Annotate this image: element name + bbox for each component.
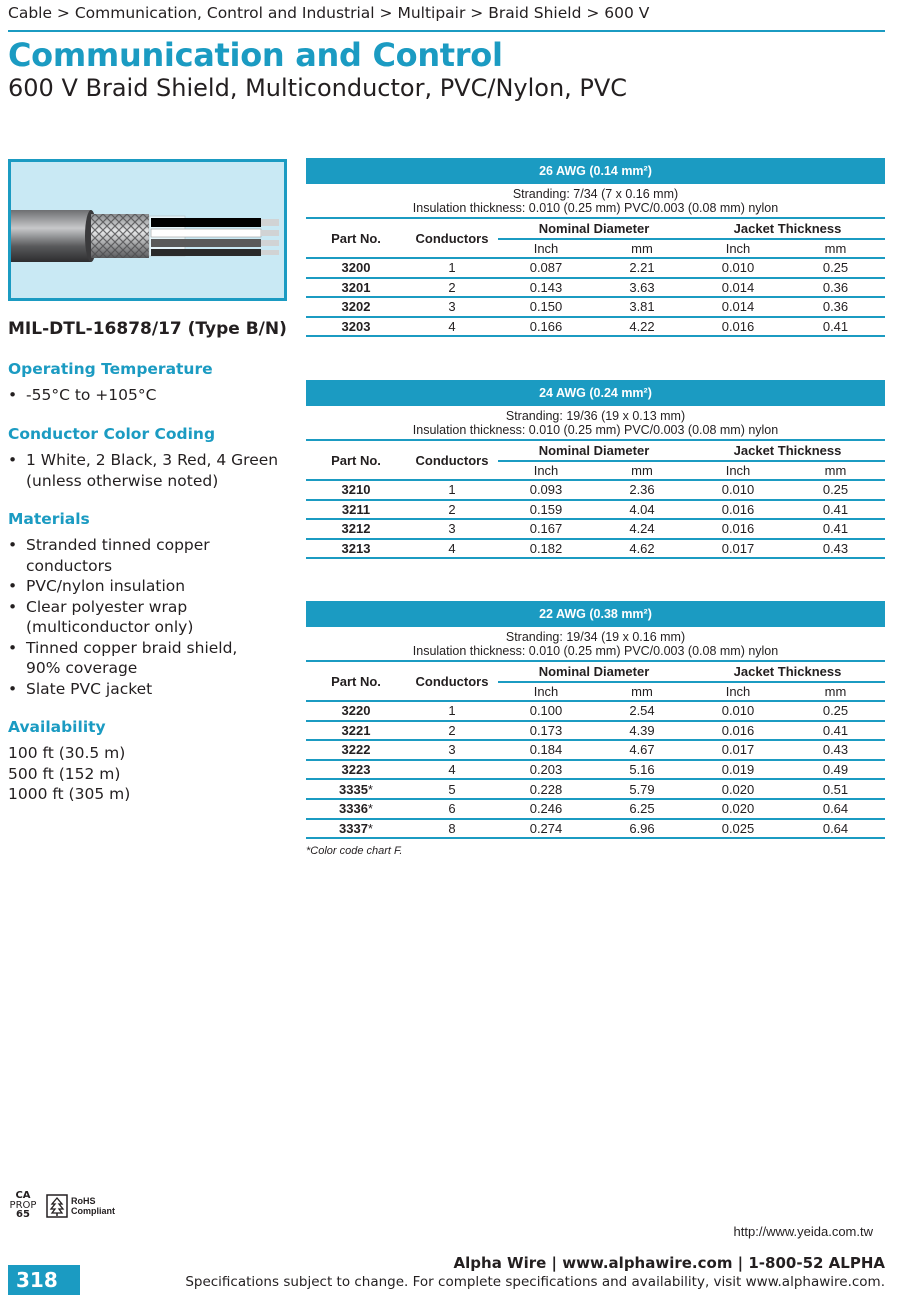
diameter-mm-cell: 3.81 xyxy=(594,297,690,317)
part-number-cell: 3211 xyxy=(306,500,406,520)
diameter-inch-cell: 0.159 xyxy=(498,500,594,520)
table-row xyxy=(306,799,885,819)
list-item: • PVC/nylon insulation xyxy=(8,576,237,597)
conductors-cell: 3 xyxy=(406,740,498,760)
diameter-mm-cell: 3.63 xyxy=(594,278,690,298)
stranding-text: Stranding: 19/36 (19 x 0.13 mm) xyxy=(505,409,686,423)
jacket-mm-cell: 0.49 xyxy=(786,760,885,780)
awg-table-notes xyxy=(306,184,885,217)
col-dia-inch: Inch xyxy=(533,241,559,256)
jacket-inch-cell: 0.010 xyxy=(690,480,786,500)
col-jacket-thickness: Jacket Thickness xyxy=(690,440,885,461)
jacket-inch-cell: 0.010 xyxy=(690,701,786,721)
table-row xyxy=(306,317,885,337)
jacket-mm-cell: 0.25 xyxy=(786,701,885,721)
list-item: • Stranded tinned copper conductors xyxy=(8,535,237,576)
spec-table xyxy=(306,660,885,839)
diameter-inch-cell: 0.166 xyxy=(498,317,594,337)
jacket-mm-cell: 0.43 xyxy=(786,539,885,559)
conductors-cell: 2 xyxy=(406,500,498,520)
conductors-cell: 4 xyxy=(406,317,498,337)
jacket-inch-cell: 0.020 xyxy=(690,799,786,819)
conductors-cell: 6 xyxy=(406,799,498,819)
diameter-mm-cell: 2.54 xyxy=(594,701,690,721)
list-item: 1000 ft (305 m) xyxy=(8,785,131,803)
diameter-mm-cell: 6.96 xyxy=(594,819,690,839)
conductors-cell: 3 xyxy=(406,297,498,317)
col-jacket-thickness: Jacket Thickness xyxy=(690,661,885,682)
spec-table xyxy=(306,439,885,559)
awg-table-notes xyxy=(306,406,885,439)
page-title: Communication and Control xyxy=(8,36,503,74)
diameter-inch-cell: 0.143 xyxy=(498,278,594,298)
jacket-mm-cell: 0.43 xyxy=(786,740,885,760)
insulation-text: Insulation thickness: 0.010 (0.25 mm) PVC/0.003 (0.08 mm) nylon xyxy=(412,200,779,215)
jacket-mm-cell: 0.41 xyxy=(786,519,885,539)
col-nominal-diameter: Nominal Diameter xyxy=(498,218,690,239)
conductors-cell: 8 xyxy=(406,819,498,839)
conductors-cell: 3 xyxy=(406,519,498,539)
col-dia-inch: Inch xyxy=(533,463,559,478)
awg-table-block xyxy=(306,158,885,337)
conductors-cell: 4 xyxy=(406,539,498,559)
breadcrumb: Cable > Communication, Control and Industrial > Multipair > Braid Shield > 600 V xyxy=(8,4,650,22)
spec-table xyxy=(306,217,885,337)
color-coding-list xyxy=(8,450,278,491)
list-item: 100 ft (30.5 m) xyxy=(8,744,126,762)
list-item: • 1 White, 2 Black, 3 Red, 4 Green (unless otherwise noted) xyxy=(8,450,278,491)
col-nominal-diameter: Nominal Diameter xyxy=(498,661,690,682)
diameter-inch-cell: 0.274 xyxy=(498,819,594,839)
temperature-list xyxy=(8,385,156,406)
diameter-inch-cell: 0.184 xyxy=(498,740,594,760)
diameter-inch-cell: 0.093 xyxy=(498,480,594,500)
diameter-mm-cell: 6.25 xyxy=(594,799,690,819)
website-url[interactable]: http://www.yeida.com.tw xyxy=(733,1224,873,1239)
jacket-mm-cell: 0.41 xyxy=(786,317,885,337)
table-row xyxy=(306,740,885,760)
conductors-cell: 4 xyxy=(406,760,498,780)
table-row xyxy=(306,539,885,559)
diameter-inch-cell: 0.087 xyxy=(498,258,594,278)
jacket-mm-cell: 0.36 xyxy=(786,297,885,317)
part-number-cell: 3337* xyxy=(306,819,406,839)
jacket-mm-cell: 0.64 xyxy=(786,819,885,839)
part-number-cell: 3335* xyxy=(306,779,406,799)
diameter-mm-cell: 4.62 xyxy=(594,539,690,559)
part-number-cell: 3203 xyxy=(306,317,406,337)
jacket-inch-cell: 0.025 xyxy=(690,819,786,839)
availability-heading: Availability xyxy=(8,718,106,736)
col-dia-mm: mm xyxy=(631,684,653,699)
materials-heading: Materials xyxy=(8,510,90,528)
jacket-inch-cell: 0.016 xyxy=(690,500,786,520)
awg-table-block xyxy=(306,380,885,559)
jacket-mm-cell: 0.64 xyxy=(786,799,885,819)
jacket-inch-cell: 0.014 xyxy=(690,297,786,317)
table-row xyxy=(306,779,885,799)
col-conductors: Conductors xyxy=(406,440,498,480)
list-item: • -55°C to +105°C xyxy=(8,385,156,406)
rohs-tree-glyph xyxy=(46,1194,68,1218)
col-jkt-inch: Inch xyxy=(725,684,751,699)
col-dia-inch: Inch xyxy=(533,684,559,699)
col-jkt-mm: mm xyxy=(824,241,847,256)
part-number-cell: 3212 xyxy=(306,519,406,539)
col-conductors: Conductors xyxy=(406,218,498,258)
jacket-inch-cell: 0.017 xyxy=(690,539,786,559)
table-row xyxy=(306,480,885,500)
part-number-cell: 3221 xyxy=(306,721,406,741)
diameter-mm-cell: 2.36 xyxy=(594,480,690,500)
ca-prop-65-icon: CA PROP 65 xyxy=(9,1190,37,1220)
col-jkt-mm: mm xyxy=(824,463,847,478)
diameter-inch-cell: 0.100 xyxy=(498,701,594,721)
diameter-mm-cell: 4.67 xyxy=(594,740,690,760)
table-row xyxy=(306,760,885,780)
conductors-cell: 1 xyxy=(406,701,498,721)
part-number-cell: 3223 xyxy=(306,760,406,780)
col-jacket-thickness: Jacket Thickness xyxy=(690,218,885,239)
diameter-inch-cell: 0.150 xyxy=(498,297,594,317)
col-jkt-inch: Inch xyxy=(725,241,751,256)
diameter-inch-cell: 0.167 xyxy=(498,519,594,539)
cable-illustration xyxy=(11,162,284,298)
diameter-mm-cell: 4.24 xyxy=(594,519,690,539)
diameter-mm-cell: 5.16 xyxy=(594,760,690,780)
jacket-mm-cell: 0.41 xyxy=(786,500,885,520)
part-number-cell: 3222 xyxy=(306,740,406,760)
jacket-inch-cell: 0.016 xyxy=(690,317,786,337)
awg-table-title: 24 AWG (0.24 mm²) xyxy=(306,380,885,406)
table-row xyxy=(306,819,885,839)
footer-disclaimer: Specifications subject to change. For complete specifications and availability, visit www.alphawire.com. xyxy=(185,1274,885,1290)
rohs-tree-icon: RoHS Compliant xyxy=(46,1193,115,1219)
table-row xyxy=(306,297,885,317)
diameter-inch-cell: 0.246 xyxy=(498,799,594,819)
list-item: • Clear polyester wrap (multiconductor only) xyxy=(8,597,237,638)
conductors-cell: 2 xyxy=(406,721,498,741)
part-number-cell: 3210 xyxy=(306,480,406,500)
col-dia-mm: mm xyxy=(631,241,653,256)
diameter-inch-cell: 0.228 xyxy=(498,779,594,799)
list-item: • Tinned copper braid shield, 90% coverage xyxy=(8,638,237,679)
jacket-inch-cell: 0.016 xyxy=(690,721,786,741)
stranding-text: Stranding: 7/34 (7 x 0.16 mm) xyxy=(512,187,679,201)
col-nominal-diameter: Nominal Diameter xyxy=(498,440,690,461)
diameter-mm-cell: 4.04 xyxy=(594,500,690,520)
table-header-row xyxy=(306,661,885,682)
cable-image xyxy=(8,159,287,301)
awg-table-title: 22 AWG (0.38 mm²) xyxy=(306,601,885,627)
insulation-text: Insulation thickness: 0.010 (0.25 mm) PVC/0.003 (0.08 mm) nylon xyxy=(412,422,779,437)
spec-number: MIL-DTL-16878/17 (Type B/N) xyxy=(8,319,287,339)
page-subtitle: 600 V Braid Shield, Multiconductor, PVC/Nylon, PVC xyxy=(8,74,628,102)
table-row xyxy=(306,278,885,298)
diameter-mm-cell: 5.79 xyxy=(594,779,690,799)
table-row xyxy=(306,701,885,721)
col-dia-mm: mm xyxy=(631,463,653,478)
color-coding-heading: Conductor Color Coding xyxy=(8,425,216,443)
diameter-mm-cell: 2.21 xyxy=(594,258,690,278)
conductors-cell: 1 xyxy=(406,480,498,500)
conductors-cell: 2 xyxy=(406,278,498,298)
col-jkt-inch: Inch xyxy=(725,463,751,478)
part-number-cell: 3202 xyxy=(306,297,406,317)
jacket-mm-cell: 0.25 xyxy=(786,480,885,500)
jacket-mm-cell: 0.36 xyxy=(786,278,885,298)
conductors-cell: 5 xyxy=(406,779,498,799)
jacket-inch-cell: 0.016 xyxy=(690,519,786,539)
awg-table-block xyxy=(306,601,885,857)
table-row xyxy=(306,258,885,278)
availability-list xyxy=(8,743,130,805)
jacket-inch-cell: 0.020 xyxy=(690,779,786,799)
diameter-inch-cell: 0.173 xyxy=(498,721,594,741)
part-number-cell: 3201 xyxy=(306,278,406,298)
diameter-inch-cell: 0.182 xyxy=(498,539,594,559)
materials-list xyxy=(8,535,237,699)
footer-contact: Alpha Wire | www.alphawire.com | 1-800-52 ALPHA xyxy=(453,1254,885,1272)
jacket-mm-cell: 0.25 xyxy=(786,258,885,278)
col-part-no: Part No. xyxy=(306,218,406,258)
jacket-inch-cell: 0.014 xyxy=(690,278,786,298)
diameter-mm-cell: 4.22 xyxy=(594,317,690,337)
table-row xyxy=(306,500,885,520)
table-header-row xyxy=(306,440,885,461)
jacket-mm-cell: 0.51 xyxy=(786,779,885,799)
jacket-mm-cell: 0.41 xyxy=(786,721,885,741)
table-header-row xyxy=(306,218,885,239)
header-divider xyxy=(8,30,885,32)
jacket-inch-cell: 0.017 xyxy=(690,740,786,760)
temperature-heading: Operating Temperature xyxy=(8,360,213,378)
table-row xyxy=(306,721,885,741)
jacket-inch-cell: 0.010 xyxy=(690,258,786,278)
conductors-cell: 1 xyxy=(406,258,498,278)
table-footnote: *Color code chart F. xyxy=(306,845,403,858)
list-item: 500 ft (152 m) xyxy=(8,764,121,783)
stranding-text: Stranding: 19/34 (19 x 0.16 mm) xyxy=(505,630,686,644)
table-row xyxy=(306,519,885,539)
part-number-cell: 3213 xyxy=(306,539,406,559)
jacket-inch-cell: 0.019 xyxy=(690,760,786,780)
part-number-cell: 3336* xyxy=(306,799,406,819)
col-part-no: Part No. xyxy=(306,440,406,480)
col-part-no: Part No. xyxy=(306,661,406,701)
awg-table-notes xyxy=(306,627,885,660)
awg-table-title: 26 AWG (0.14 mm²) xyxy=(306,158,885,184)
diameter-mm-cell: 4.39 xyxy=(594,721,690,741)
col-jkt-mm: mm xyxy=(824,684,847,699)
col-conductors: Conductors xyxy=(406,661,498,701)
diameter-inch-cell: 0.203 xyxy=(498,760,594,780)
list-item: • Slate PVC jacket xyxy=(8,679,237,700)
page-number: 318 xyxy=(8,1265,80,1295)
part-number-cell: 3220 xyxy=(306,701,406,721)
insulation-text: Insulation thickness: 0.010 (0.25 mm) PVC/0.003 (0.08 mm) nylon xyxy=(412,643,779,658)
part-number-cell: 3200 xyxy=(306,258,406,278)
